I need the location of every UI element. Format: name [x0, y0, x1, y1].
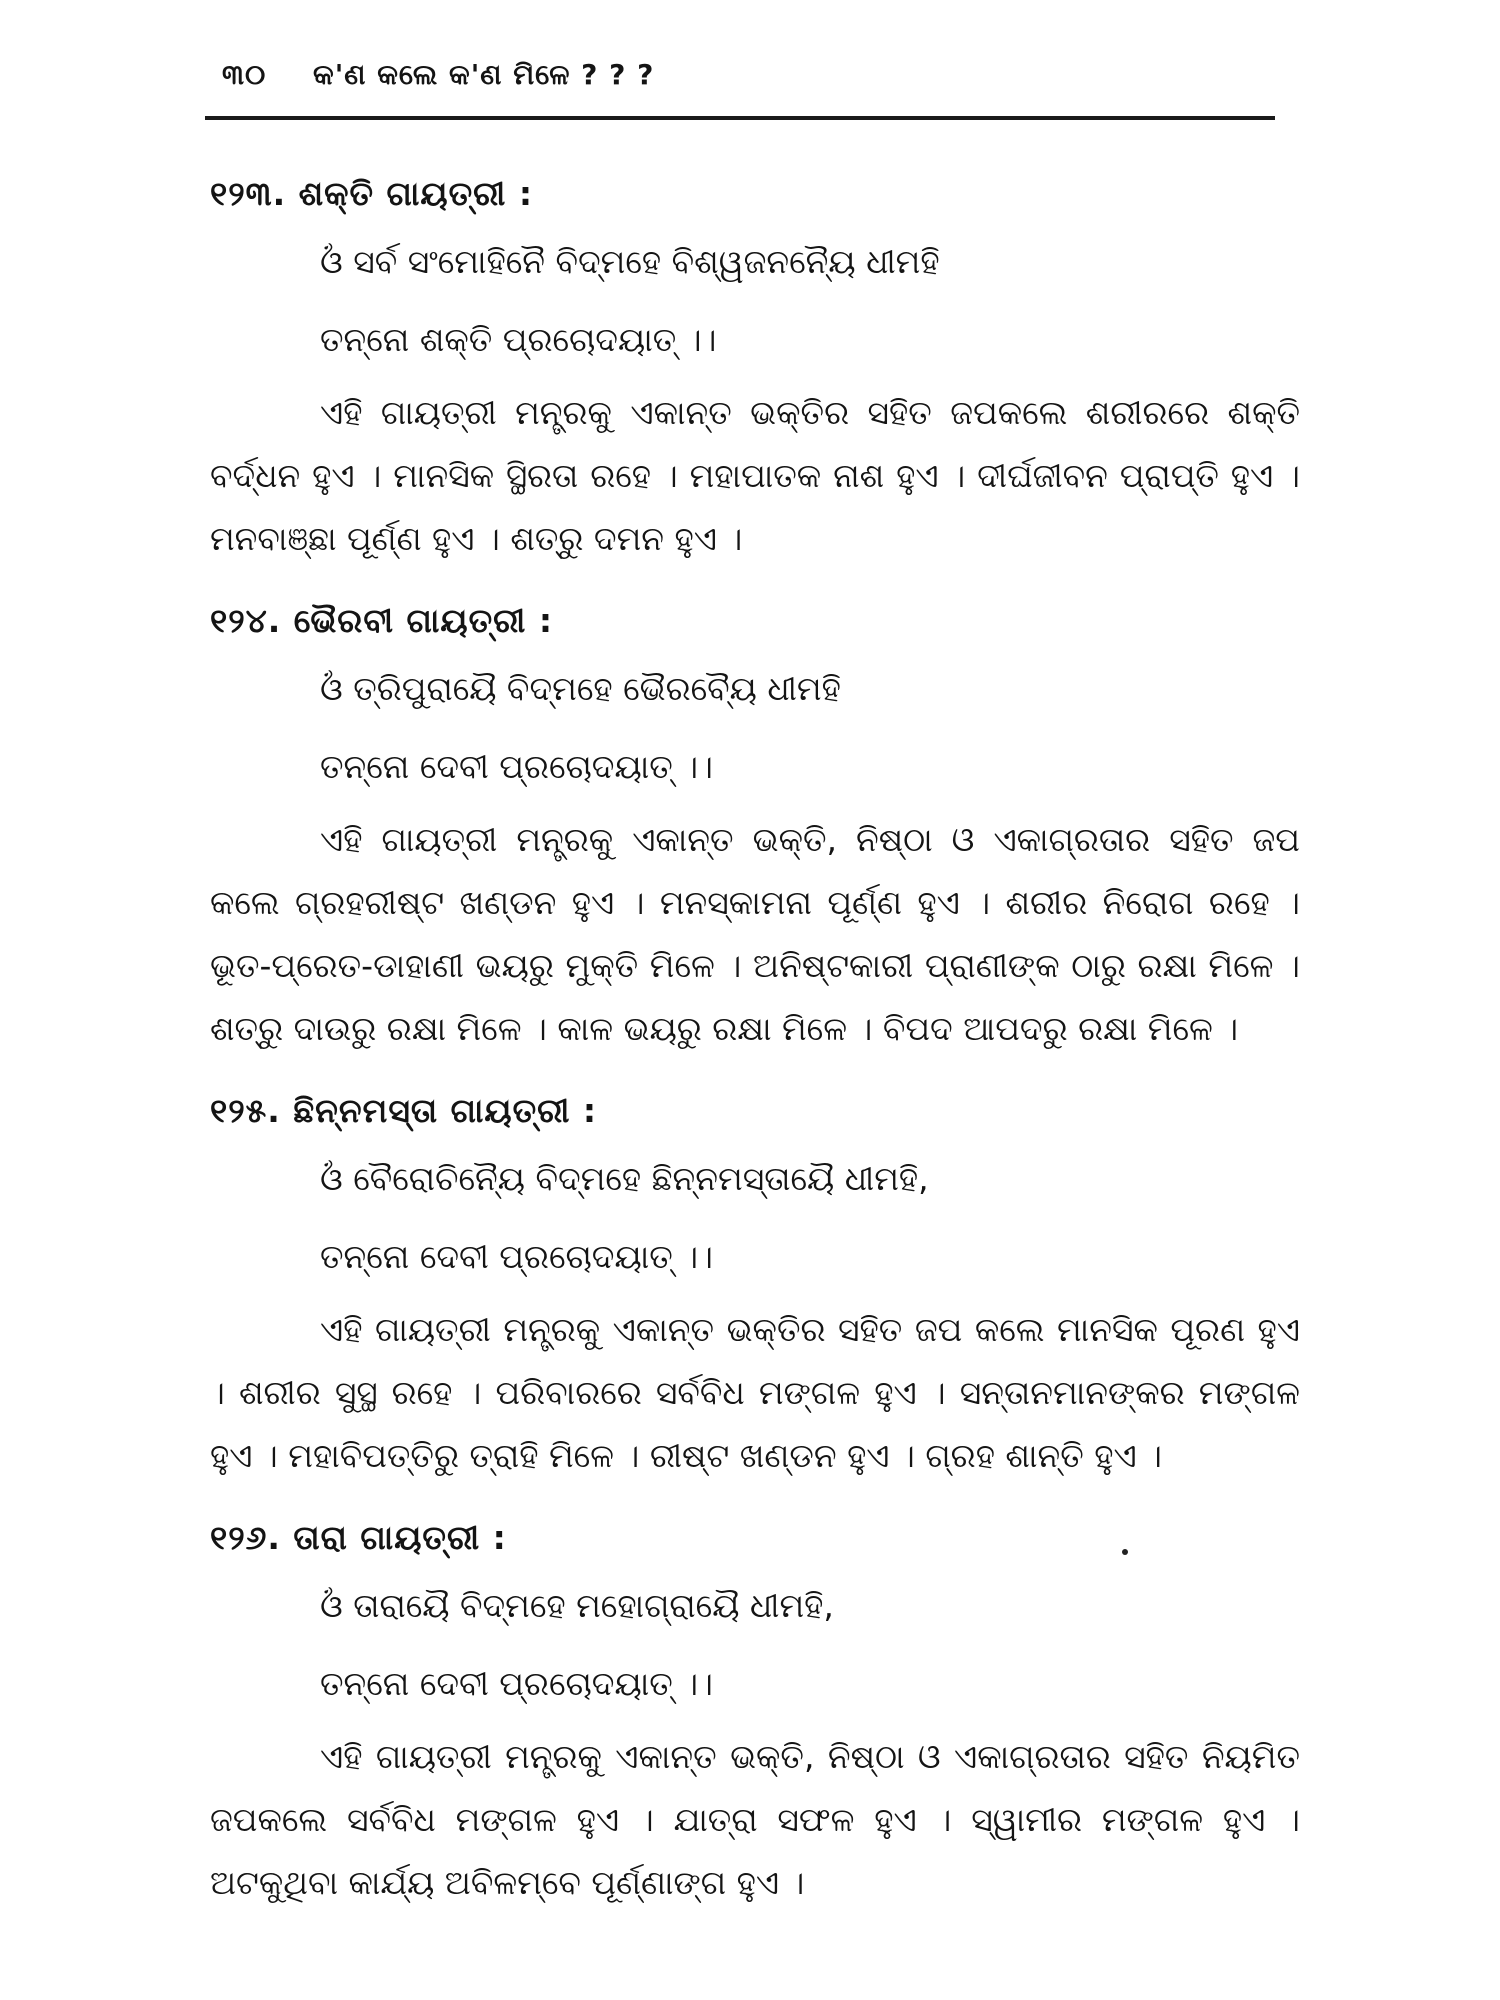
section-paragraph: ଏହି ଗାୟତ୍ରୀ ମନ୍ତ୍ରକୁ ଏକାନ୍ତ ଭକ୍ତିର ସହିତ ଜପ କଲେ ମାନସିକ ପୂରଣ ହୁଏ । ଶରୀର ସୁସ୍ଥ ରହେ । ପରିବାରରେ ସର୍ବବିଧ ମଙ୍ଗଳ ହୁଏ । ସନ୍ତାନମାନଙ୍କର ମଙ୍ଗଳ ହୁଏ । ମହାବିପତ୍ତିରୁ ତ୍ରାହି ମିଳେ । ରୀଷ୍ଟ ଖଣ୍ଡନ ହୁଏ । ଗ୍ରହ ଶାନ୍ତି ହୁଏ । — [210, 1310, 1300, 1475]
section-paragraph: ଏହି ଗାୟତ୍ରୀ ମନ୍ତ୍ରକୁ ଏକାନ୍ତ ଭକ୍ତି, ନିଷ୍ଠା ଓ ଏକାଗ୍ରତାର ସହିତ ନିୟମିତ ଜପକଲେ ସର୍ବବିଧ ମଙ୍ଗଳ ହୁଏ । ଯାତ୍ରା ସଫଳ ହୁଏ । ସ୍ୱାମୀର ମଙ୍ଗଳ ହୁଏ । ଅଟକୁଥିବା କାର୍ଯ୍ୟ ଅବିଳମ୍ବେ ପୂର୍ଣ୍ଣାଙ୍ଗ ହୁଏ । — [210, 1737, 1300, 1902]
section-shakti-gayatri — [210, 165, 1300, 570]
section-heading: ୧୨୩. ଶକ୍ତି ଗାୟତ୍ରୀ : — [210, 174, 534, 213]
mantra-line: ଓଁ ତାରାୟୈ ବିଦ୍ମହେ ମହୋଗ୍ରାୟୈ ଧୀମହି, — [320, 1586, 834, 1625]
section-chhinnamasta-gayatri — [210, 1082, 1300, 1487]
stray-print-dot — [1122, 1549, 1128, 1555]
section-heading: ୧୨୪. ଭୈରବୀ ଗାୟତ୍ରୀ : — [210, 601, 554, 640]
mantra-line: ତନ୍ନୋ ଦେବୀ ପ୍ରଚୋଦୟାତ୍ ।। — [320, 1664, 713, 1703]
mantra-line: ତନ୍ନୋ ଶକ୍ତି ପ୍ରଚୋଦୟାତ୍ ।। — [320, 320, 717, 359]
running-title: କ'ଣ କଲେ କ'ଣ ମିଳେ ? ? ? — [313, 58, 655, 91]
header-rule — [205, 116, 1275, 120]
mantra-line: ଓଁ ତ୍ରିପୁରାୟୈ ବିଦ୍ମହେ ଭୈରବ୍ୟୈ ଧୀମହି — [320, 669, 841, 708]
section-heading: ୧୨୫. ଛିନ୍ନମସ୍ତା ଗାୟତ୍ରୀ : — [210, 1091, 598, 1130]
page-number: ୩୦ — [222, 58, 267, 91]
page-header — [222, 58, 654, 92]
section-heading: ୧୨୬. ତାରା ଗାୟତ୍ରୀ : — [210, 1518, 507, 1557]
section-paragraph: ଏହି ଗାୟତ୍ରୀ ମନ୍ତ୍ରକୁ ଏକାନ୍ତ ଭକ୍ତି, ନିଷ୍ଠା ଓ ଏକାଗ୍ରତାର ସହିତ ଜପ କଲେ ଗ୍ରହରୀଷ୍ଟ ଖଣ୍ଡନ ହୁଏ । ମନସ୍କାମନା ପୂର୍ଣ୍ଣ ହୁଏ । ଶରୀର ନିରୋଗ ରହେ । ଭୂତ-ପ୍ରେତ-ଡାହାଣୀ ଭୟରୁ ମୁକ୍ତି ମିଳେ । ଅନିଷ୍ଟକାରୀ ପ୍ରାଣୀଙ୍କ ଠାରୁ ରକ୍ଷା ମିଳେ । ଶତ୍ରୁ ଦାଉରୁ ରକ୍ଷା ମିଳେ । କାଳ ଭୟରୁ ରକ୍ଷା ମିଳେ । ବିପଦ ଆପଦରୁ ରକ୍ଷା ମିଳେ । — [210, 820, 1300, 1048]
section-paragraph: ଏହି ଗାୟତ୍ରୀ ମନ୍ତ୍ରକୁ ଏକାନ୍ତ ଭକ୍ତିର ସହିତ ଜପକଲେ ଶରୀରରେ ଶକ୍ତି ବର୍ଦ୍ଧନ ହୁଏ । ମାନସିକ ସ୍ଥିରତା ରହେ । ମହାପାତକ ନାଶ ହୁଏ । ଦୀର୍ଘଜୀବନ ପ୍ରାପ୍ତି ହୁଏ । ମନବାଞ୍ଛା ପୂର୍ଣ୍ଣ ହୁଏ । ଶତ୍ରୁ ଦମନ ହୁଏ । — [210, 393, 1300, 558]
section-bhairavi-gayatri — [210, 592, 1300, 1060]
mantra-line: ତନ୍ନୋ ଦେବୀ ପ୍ରଚୋଦୟାତ୍ ।। — [320, 747, 713, 786]
mantra-line: ଓଁ ବୈରୋଚିନ୍ୟୈ ବିଦ୍ମହେ ଛିନ୍ନମସ୍ତାୟୈ ଧୀମହି, — [320, 1159, 929, 1198]
mantra-line: ଓଁ ସର୍ବ ସଂମୋହିନୈ ବିଦ୍ମହେ ବିଶ୍ୱଜନନ୍ୟୈ ଧୀମହି — [320, 242, 940, 281]
mantra-line: ତନ୍ନୋ ଦେବୀ ପ୍ରଚୋଦୟାତ୍ ।। — [320, 1237, 713, 1276]
section-tara-gayatri — [210, 1509, 1300, 1914]
page-body — [210, 165, 1300, 1936]
